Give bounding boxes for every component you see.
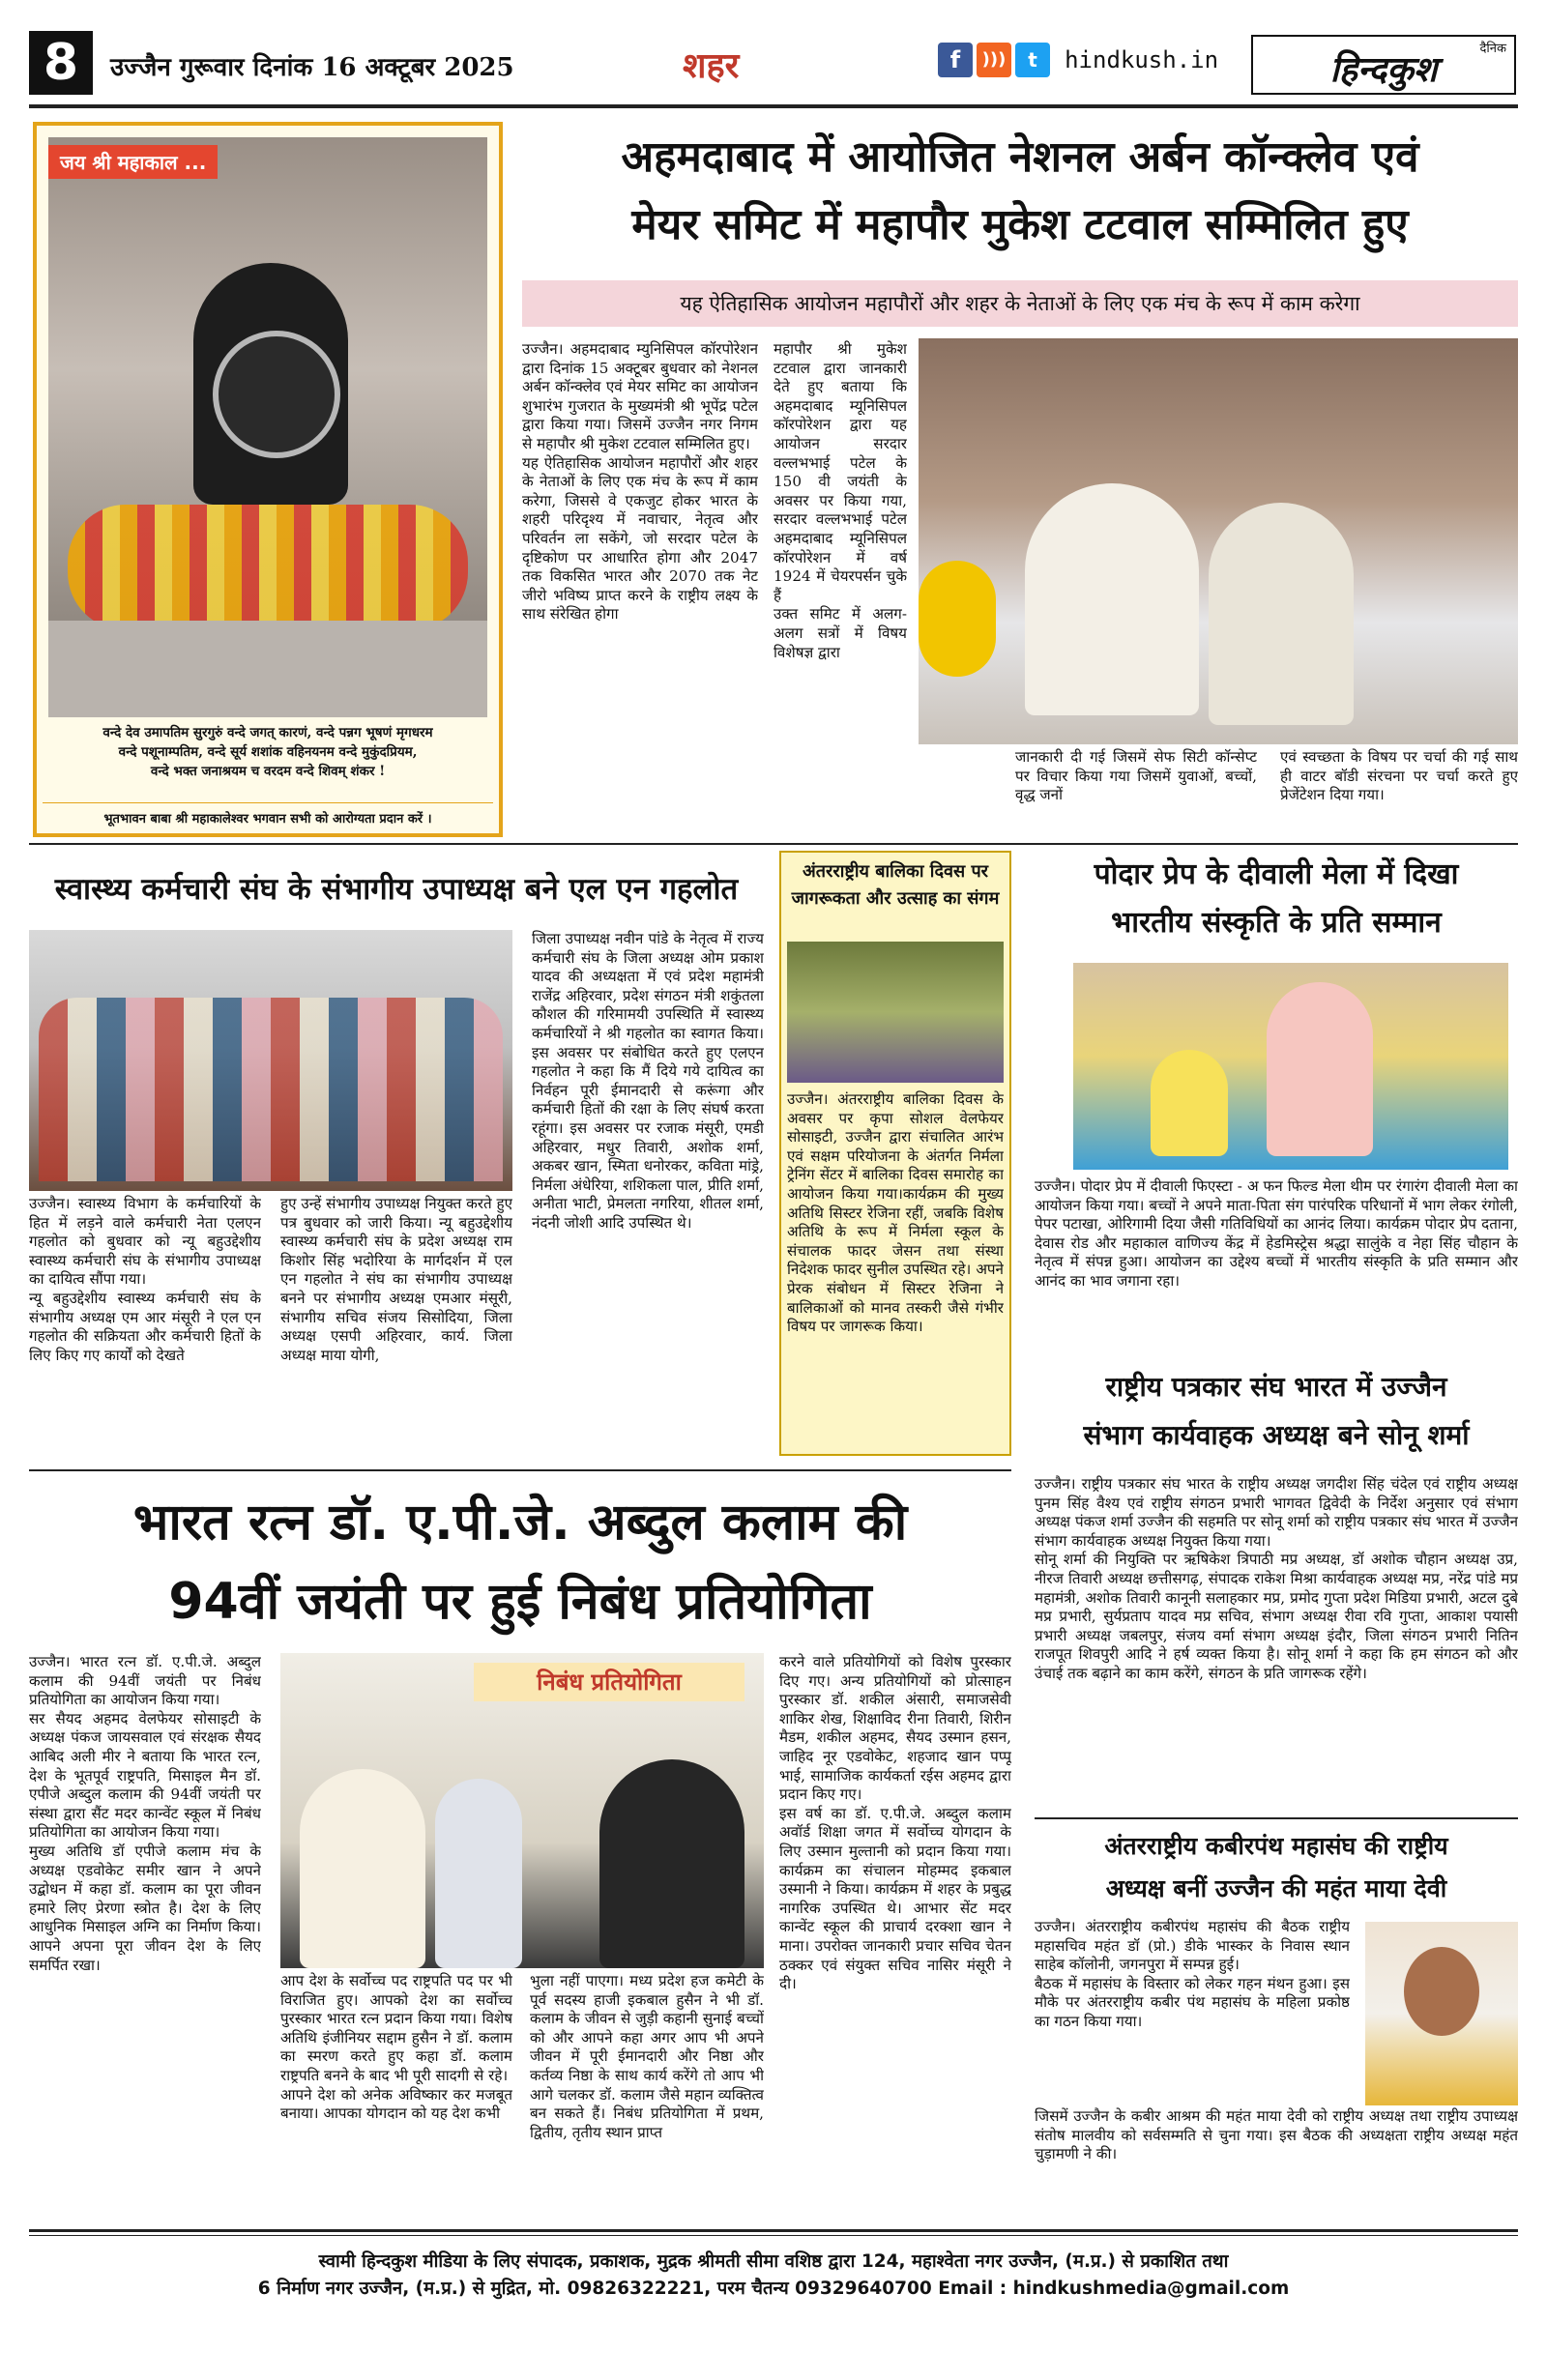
lead-headline — [522, 124, 1518, 259]
imprint-line-2: 6 निर्माण नगर उज्जैन, (म.प्र.) से मुद्रित, मो. 09826322221, परम चैतन्य 09329640700 Email : hindkushmedia@gmail.com — [257, 2278, 1290, 2299]
lead-headline-line-1: अहमदाबाद में आयोजित नेशनल अर्बन कॉन्क्लेव एवं — [621, 132, 1419, 182]
lead-subhead — [522, 280, 1518, 327]
podar-headline-line-2: भारतीय संस्कृति के प्रति सम्मान — [1111, 906, 1442, 940]
brand-small: दैनिक — [1479, 42, 1506, 56]
journalist-body: उज्जैन। राष्ट्रीय पत्रकार संघ भारत के राष्ट्रीय अध्यक्ष जगदीश सिंह चंदेल एवं राष्ट्रीय अध्यक्ष पुनम सिंह वैश्य एवं राष्ट्रीय संगठन प्रभारी भागवत द्विवेदी के निर्देश अनुसार एवं संभाग अध्यक्ष पंकज शर्मा उज्जैन की सहमति पर सोनू शर्मा को राष्ट्रीय पत्रकार संघ भारत में उज्जैन संभाग कार्यवाहक अध्यक्ष नियुक्त किया गया। सोनू शर्मा की नियुक्ति पर ऋषिकेश त्रिपाठी मप्र अध्यक्ष, डॉ अशोक चौहान अध्यक्ष उप्र, नीरज तिवारी अध्यक्ष छत्तीसगढ़, संपादक राकेश मिश्रा कार्यवाहक अध्यक्ष मप्र, नरेंद्र पांडे मप्र महामंत्री, अशोक तिवारी कानूनी सलाहकार मप्र, प्रमोद गुप्ता प्रदेश मिडिया प्रभारी, अटल दुबे मप्र प्रभारी, सुर्यप्रताप यादव मप्र सचिव, संभाग अध्यक्ष रीवा रवि गुप्ता, आकाश पयासी प्रभारी अध्यक्ष जबलपुर, संजय वर्मा संभाग अध्यक्ष इंदौर, जिला संगठन प्रभारी नितिन राजपूत शिवपुरी आदि ने हर्ष व्यक्त किया है। सोनू शर्मा ने कहा कि हम संगठन को और उंचाई तक बढ़ाने का काम करेंगे, संगठन के प्रति जागरूक रहेंगे। — [1035, 1475, 1518, 1682]
website-link[interactable]: hindkush.in — [1065, 46, 1219, 73]
social-bar — [938, 43, 1218, 81]
kalam-headline-line-2: 94वीं जयंती पर हुई निबंध प्रतियोगिता — [168, 1573, 872, 1631]
brand-logo — [1251, 35, 1516, 95]
kalam-photo-banner: निबंध प्रतियोगिता — [474, 1663, 744, 1701]
kabir-headline-line-1: अंतरराष्ट्रीय कबीरपंथ महासंघ की राष्ट्रीय — [1104, 1832, 1448, 1860]
kalam-col-4: करने वाले प्रतियोगियों को विशेष पुरस्कार दिए गए। अन्य प्रतियोगियों को प्रोत्साहन पुरस्कार डॉ. शकील अंसारी, समाजसेवी शाकिर शेख, शिक्षाविद रीना तिवारी, शिरीन मैडम, शकील अहमद, सैयद उस्मान हसन, जाहिद नूर एडवोकेट, शहजाद खान पप्पू भाई, सामाजिक कार्यकर्ता रईस अहमद द्वारा प्रदान किए गए। इस वर्ष का डॉ. ए.पी.जे. अब्दुल कलाम अवॉर्ड शिक्षा जगत में सर्वोच्च योगदान के लिए उस्मान मुल्तानी को प्रदान किया गया। कार्यक्रम का संचालन मोहम्मद इकबाल उस्मानी ने किया। कार्यक्रम में शहर के प्रबुद्ध नागरिक उपस्थित थे। आभार सेंट मदर कान्वेंट स्कूल की प्राचार्य दरक्शा खान ने माना। उपरोक्त जानकारी प्रचार सचिव चेतन ठक्कर एवं संयुक्त सचिव नासिर मंसूरी ने दी। — [779, 1653, 1011, 1993]
girl-child-photo — [787, 942, 1004, 1083]
mahakal-box — [33, 122, 503, 837]
mahakal-verse — [46, 723, 489, 781]
verse-line-2: वन्दे पशूनाम्पतिम, वन्दे सूर्य शशांक वहिनयनम वन्दे मुकुंदप्रियम, — [118, 744, 418, 760]
lead-subhead-text: यह ऐतिहासिक आयोजन महापौरों और शहर के नेताओं के लिए एक मंच के रूप में काम करेगा — [680, 292, 1360, 315]
kalam-col-1: उज्जैन। भारत रत्न डॉ. ए.पी.जे. अब्दुल कलाम की 94वीं जयंती पर निबंध प्रतियोगिता का आयोजन किया गया। सर सैयद अहमद वेलफेयर सोसाइटी के अध्यक्ष पंकज जायसवाल एवं संरक्षक सैयद आबिद अली मीर ने बताया कि भारत रत्न, देश के भूतपूर्व राष्ट्रपति, मिसाइल मैन डॉ. एपीजे अब्दुल कलाम की 94वीं जयंती पर संस्था द्वारा सैंट मदर कान्वेंट स्कूल में निबंध प्रतियोगिता का आयोजन किया गया। मुख्य अतिथि डॉ एपीजे कलाम मंच के अध्यक्ष एडवोकेट समीर खान ने अपने उद्बोधन में कहा डॉ. कलाम का पूरा जीवन हमारे लिए प्रेरणा स्त्रोत है। देश के लिए आधुनिक मिसाइल अग्नि का निर्माण किया। आपने अपना पूरा जीवन देश के लिए समर्पित रखा। — [29, 1653, 261, 1974]
kabir-body-bottom: जिसमें उज्जैन के कबीर आश्रम की महंत माया देवी को राष्ट्रीय अध्यक्ष तथा राष्ट्रीय उपाध्यक्ष संतोष मालवीय को सर्वसम्मति से चुना गया। इस बैठक की अध्यक्षता राष्ट्रीय अध्यक्ष महंत चुड़ामणी ने की। — [1035, 2107, 1518, 2163]
journalist-headline — [1035, 1363, 1518, 1460]
kalam-headline — [29, 1483, 1011, 1641]
flower-arrangement — [919, 561, 996, 677]
girl-child-body: उज्जैन। अंतरराष्ट्रीय बालिका दिवस के अवसर पर कृपा सोशल वेलफेयर सोसाइटी, उज्जैन द्वारा संचालित आरंभ एवं सक्षम परियोजना के अंतर्गत निर्मला ट्रेनिंग सेंटर में बालिका दिवस समारोह का आयोजन किया गया।कार्यक्रम की मुख्य अतिथि सिस्टर रेजिना रहीं, जबकि विशेष अतिथि के रूप में निर्मला स्कूल के संचालक फादर जेसन तथा संस्था निदेशक फादर सुनील उपस्थित रहे। अपने प्रेरक संबोधन में सिस्टर रेजिना ने बालिकाओं को मानव तस्करी जैसे गंभीर विषय पर जागरूक किया। — [787, 1090, 1004, 1336]
brand-name: हिन्दकुश — [1329, 50, 1438, 90]
award-figure-2 — [435, 1779, 522, 1968]
gehlot-photo — [29, 930, 512, 1191]
second-figure — [1209, 503, 1354, 725]
lead-col-3: जानकारी दी गई जिसमें सेफ सिटी कॉन्सेप्ट पर विचार किया गया जिसमें युवाओं, बच्चों, वृद्ध जनों — [1015, 748, 1257, 804]
page-number-text: 8 — [43, 34, 79, 92]
girl-child-headline-line-1: अंतरराष्ट्रीय बालिका दिवस पर — [802, 861, 989, 882]
footer-rule-2 — [29, 2235, 1518, 2236]
girl-child-headline — [781, 858, 1009, 913]
podar-photo-frame — [1073, 963, 1508, 1170]
verse-line-3: वन्दे भक्त जनाश्रयम च वरदम वन्दे शिवम् शंकर ! — [150, 764, 386, 779]
masthead — [29, 29, 1518, 102]
footer-rule-1 — [29, 2229, 1518, 2232]
podar-headline — [1035, 851, 1518, 947]
conclave-photo — [919, 338, 1518, 744]
gehlot-col-3: जिला उपाध्यक्ष नवीन पांडे के नेतृत्व में राज्य कर्मचारी संघ के जिला अध्यक्ष ओम प्रकाश यादव की अध्यक्षता में एवं प्रदेश महामंत्री राजेंद्र अहिरवार, प्रदेश संगठन मंत्री शकुंतला कौशल की गरिमामयी उपस्थिति में स्वास्थ्य कर्मचारियों ने श्री गहलोत का स्वागत किया। इस अवसर पर संबोधित करते हुए एलएन गहलोत ने कहा कि मैं दिये गये दायित्व का निर्वहन पूरी ईमानदारी से करूंगा और कर्मचारी हितों की रक्षा के लिए संघर्ष करता रहूंगा। इस अवसर पर रजाक मंसूरी, एमडी अहिरवार, मधुर तिवारी, अशोक शर्मा, अकबर खान, स्मिता धनोरकर, कविता मांड्रे, निर्मला अंधेरिया, शशिकला पाल, प्रीति शर्मा, अनीता भाटी, प्रेमलता नगरिया, शीतल शर्मा, नंदनी जोशी आदि उपस्थित थे। — [532, 930, 764, 1232]
twitter-icon[interactable]: t — [1015, 43, 1050, 77]
masthead-rule — [29, 104, 1518, 108]
section-rule-2 — [29, 1469, 1011, 1471]
mayor-figure — [1025, 483, 1199, 715]
teacher-figure — [1267, 982, 1373, 1156]
rss-icon[interactable]: ))) — [977, 43, 1011, 77]
deity-face — [213, 331, 340, 458]
verse-line-1: वन्दे देव उमापतिम सुरगुरुं वन्दे जगत् कारणं, वन्दे पन्नग भूषणं मृगधरम — [102, 725, 433, 740]
mahakal-photo — [48, 137, 487, 717]
lead-col-4: एवं स्वच्छता के विषय पर चर्चा की गई साथ ही वाटर बॉडी संरचना पर चर्चा करते हुए प्रेजेंटेशन दिया गया। — [1280, 748, 1518, 804]
kabir-headline — [1035, 1825, 1518, 1910]
lead-headline-line-2: मेयर समिट में महापौर मुकेश टटवाल सम्मिलित हुए — [631, 200, 1409, 249]
imprint-line-1: स्वामी हिन्दकुश मीडिया के लिए संपादक, प्रकाशक, मुद्रक श्रीमती सीमा वशिष्ठ द्वारा 124, महाश्वेता नगर उज्जैन, (म.प्र.) से प्रकाशित तथा — [318, 2251, 1229, 2272]
child-figure — [1151, 1050, 1228, 1156]
maya-devi-photo — [1365, 1922, 1518, 2105]
portrait-face — [1404, 1947, 1479, 2036]
journalist-headline-line-2: संभाग कार्यवाहक अध्यक्ष बने सोनू शर्मा — [1083, 1419, 1470, 1451]
kalam-col-3: भुला नहीं पाएगा। मध्य प्रदेश हज कमेटी के पूर्व सदस्य हाजी इकबाल हुसैन ने भी डॉ. कलाम के जीवन से जुड़ी कहानी सुनाई बच्चों को और आपने कहा अगर आप भी अपने जीवन में पूरी ईमानदारी और निष्ठा और कर्तव्य निष्ठा के साथ कार्य करेंगे तो आप भी आगे चलकर डॉ. कलाम जैसे महान व्यक्तित्व बन सकते हैं। निबंध प्रतियोगिता में प्रथम, द्वितीय, तृतीय स्थान प्राप्त — [530, 1972, 764, 2141]
kalam-headline-line-1: भारत रत्न डॉ. ए.पी.जे. अब्दुल कलाम की — [132, 1494, 908, 1552]
kabir-headline-line-2: अध्यक्ष बनीं उज्जैन की महंत माया देवी — [1105, 1874, 1447, 1902]
podar-body: उज्जैन। पोदार प्रेप में दीवाली फिएस्टा - अ फन फिल्ड मेला थीम पर रंगारंग दीवाली मेला का आयोजन किया गया। बच्चों ने अपने माता-पिता संग पारंपरिक परिधानों में भाग लेकर रंगोली, पेपर पटाखा, ओरिगामी दिया जैसी गतिविधियों का आनंद लिया। कार्यक्रम पोदार प्रेप दताना, देवास रोड और महाकाल वाणिज्य केंद्र में हेडमिस्ट्रेस श्रद्धा सालुंके व नेहा सिंह चौहान के नेतृत्व में संपन्न हुआ। आयोजन का उद्देश्य बच्चों में भारतीय संस्कृति के प्रति सम्मान और आनंद का भाव जगाना रहा। — [1035, 1177, 1518, 1290]
award-figure-1 — [300, 1769, 425, 1968]
mahakal-tag: जय श्री महाकाल ... — [48, 145, 218, 179]
flower-garland — [68, 505, 468, 630]
mahakal-blessing: भूतभावन बाबा श्री महाकालेश्वर भगवान सभी को आरोग्यता प्रदान करें । — [43, 802, 493, 827]
lead-col-2: महापौर श्री मुकेश टटवाल द्वारा जानकारी देते हुए बताया कि अहमदाबाद म्यूनिसिपल कॉरपोरेशन द्वारा यह आयोजन सरदार वल्लभभाई पटेल के 150 वी जयंती के अवसर पर किया गया, सरदार वल्लभभाई पटेल अहमदाबाद म्यूनिसिपल कॉरपोरेशन में वर्ष 1924 में चेयरपर्सन चुके हैं उक्त समिट में अलग-अलग सत्रों में विषय विशेषज्ञ द्वारा — [774, 340, 907, 661]
kabir-body-top: उज्जैन। अंतरराष्ट्रीय कबीरपंथ महासंघ की बैठक राष्ट्रीय महासचिव महंत डॉ (प्रो.) डीके भास्कर के निवास स्थान साहेब कॉलोनी, जगनपुरा में सम्पन्न हुई। बैठक में महासंघ के विस्तार को लेकर गहन मंथन हुआ। इस मौके पर अंतरराष्ट्रीय कबीर पंथ महासंघ के महिला प्रकोष्ठ का गठन किया गया। — [1035, 1918, 1350, 2030]
girl-child-box — [779, 851, 1011, 1456]
kalam-photo — [280, 1653, 764, 1968]
group-figures — [39, 998, 503, 1181]
award-figure-3 — [599, 1759, 744, 1968]
gehlot-headline: स्वास्थ्य कर्मचारी संघ के संभागीय उपाध्यक्ष बने एल एन गहलोत — [54, 872, 739, 907]
imprint — [29, 2249, 1518, 2303]
gehlot-col-2: हुए उन्हें संभागीय उपाध्यक्ष नियुक्त करते हुए पत्र बुधवार को जारी किया। न्यू बहुउद्देशीय स्वास्थ्य कर्मचारी संघ के प्रदेश अध्यक्ष राम किशोर सिंह भदोरिया के मार्गदर्शन में एल एन गहलोत ने संघ का संभागीय उपाध्यक्ष बनने पर संभागीय अध्यक्ष एमआर मंसूरी, संभागीय सचिव संजय सिसोदिया, जिला अध्यक्ष एसपी अहिरवार, कार्य. जिला अध्यक्ष माया योगी, — [280, 1195, 512, 1364]
section-name: शहर — [683, 46, 740, 86]
page-number — [29, 31, 93, 95]
section-rule-1 — [29, 843, 1518, 845]
section-rule-3 — [1035, 1817, 1518, 1819]
facebook-icon[interactable]: f — [938, 43, 973, 77]
girl-child-headline-line-2: जागरूकता और उत्साह का संगम — [791, 888, 1000, 909]
silver-base — [48, 621, 487, 717]
podar-headline-line-1: पोदार प्रेप के दीवाली मेला में दिखा — [1094, 857, 1459, 891]
kalam-col-2: आप देश के सर्वोच्च पद राष्ट्रपति पद पर भी विराजित हुए। आपको देश का सर्वोच्च पुरस्कार भारत रत्न प्रदान किया गया। विशेष अतिथि इंजीनियर सद्दाम हुसैन ने डॉ. कलाम का स्मरण करते हुए कहा डॉ. कलाम राष्ट्रपति बनने के बाद भी पूरी सादगी से रहे। आपने देश को अनेक अविष्कार कर मजबूत बनाया। आपका योगदान को यह देश कभी — [280, 1972, 512, 2123]
gehlot-col-1: उज्जैन। स्वास्थ्य विभाग के कर्मचारियों के हित में लड़ने वाले कर्मचारी नेता एलएन गहलोत को बुधवार को न्यू बहुउद्देशीय स्वास्थ्य कर्मचारी संघ के संभागीय उपाध्यक्ष का दायित्व सौंपा गया। न्यू बहुउद्देशीय स्वास्थ्य कर्मचारी संघ के संभागीय अध्यक्ष एम आर मंसूरी ने एल एन गहलोत की सक्रियता और कर्मचारी हितों के लिए किए गए कार्यों को देखते — [29, 1195, 261, 1364]
dateline: उज्जैन गुरूवार दिनांक 16 अक्टूबर 2025 — [110, 53, 514, 82]
journalist-headline-line-1: राष्ट्रीय पत्रकार संघ भारत में उज्जैन — [1105, 1371, 1447, 1403]
lead-col-1: उज्जैन। अहमदाबाद म्युनिसिपल कॉरपोरेशन द्वारा दिनांक 15 अक्टूबर बुधवार को नेशनल अर्बन कॉन्क्लेव एवं मेयर समिट का आयोजन शुभारंभ गुजरात के मुख्यमंत्री श्री भूपेंद्र पटेल द्वारा किया गया। जिसमें उज्जैन नगर निगम से महापौर श्री मुकेश टटवाल सम्मिलित हुए। यह ऐतिहासिक आयोजन महापौरों और शहर के नेताओं के लिए एक मंच के रूप में काम करेगा, जिससे वे एकजुट होकर भारत के शहरी परिदृश्य में नवाचार, नेतृत्व और परिवर्तन ला सकेंगे, जो सरदार पटेल के दृष्टिकोण पर आधारित होगा और 2047 तक विकसित भारत और 2070 तक नेट जीरो भविष्य प्राप्त करने के राष्ट्रीय लक्ष्य के साथ संरेखित होगा — [522, 340, 758, 624]
